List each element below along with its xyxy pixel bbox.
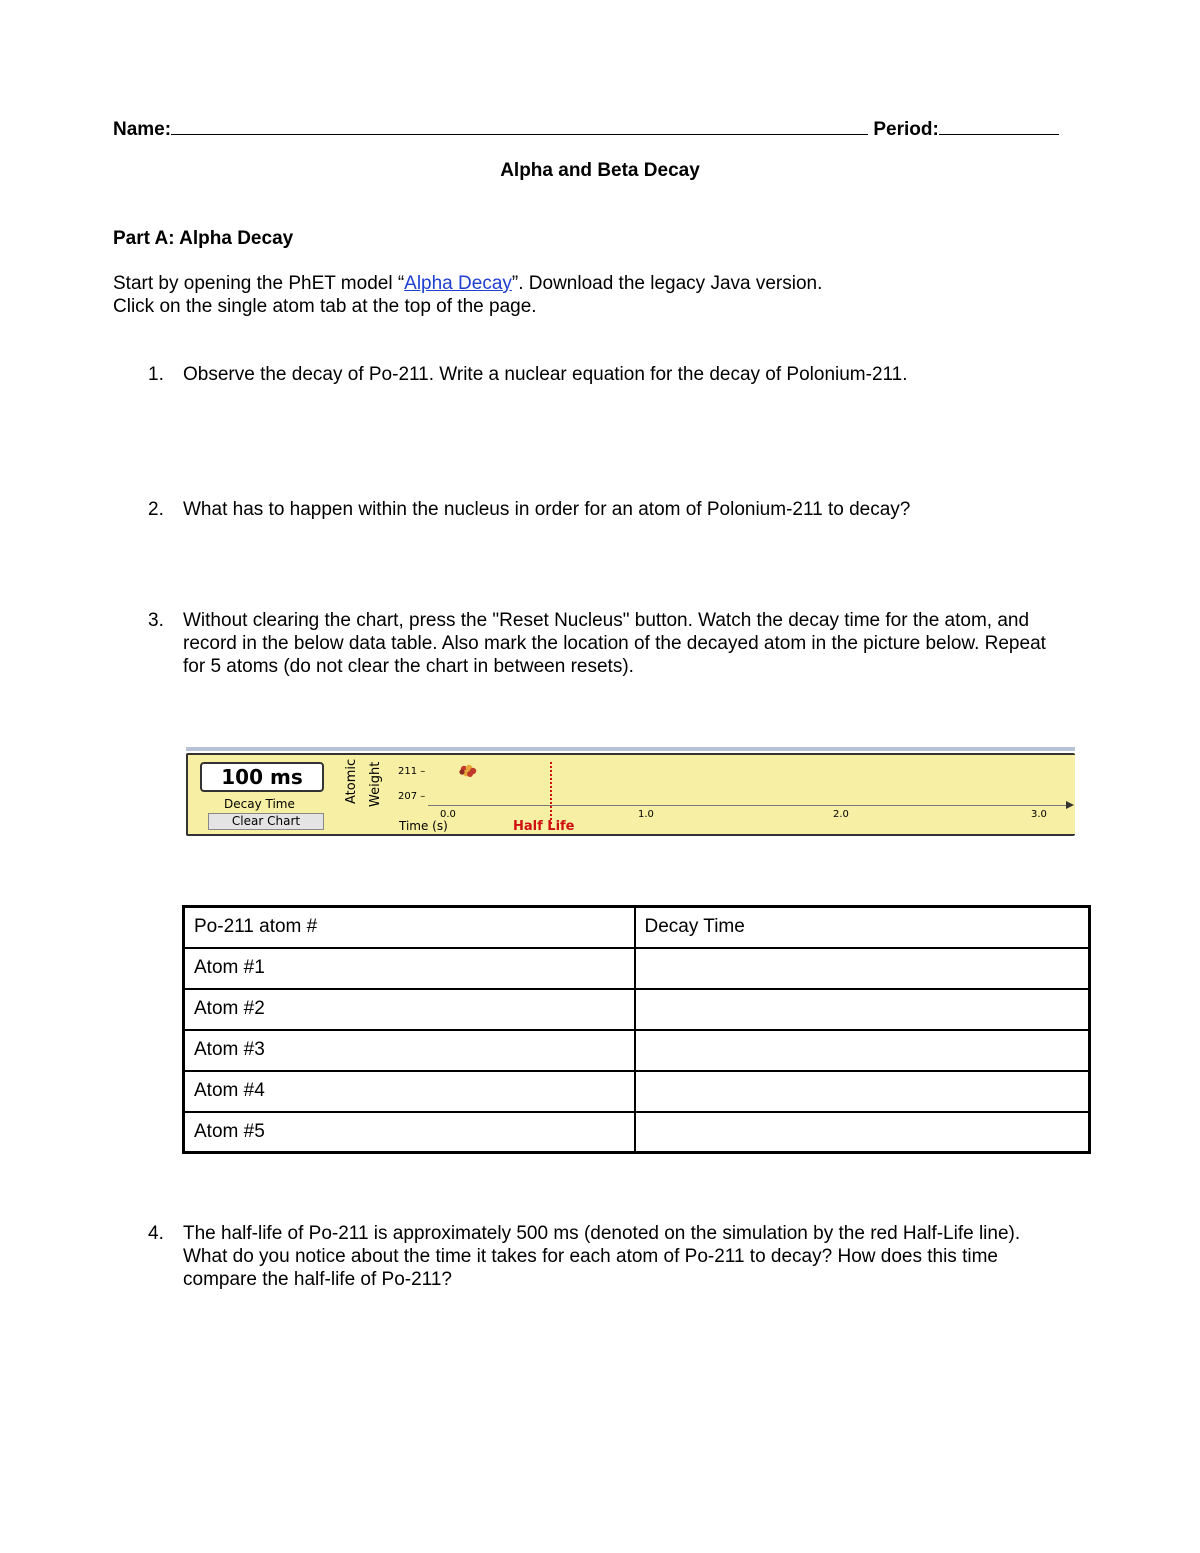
question-1-text: Observe the decay of Po-211. Write a nuclear equation for the decay of Polonium-211. <box>183 364 908 385</box>
x-tick-1: 1.0 <box>638 809 654 820</box>
half-life-line <box>550 762 552 824</box>
name-field[interactable] <box>171 114 868 135</box>
question-2-number: 2. <box>148 499 164 520</box>
page-title: Alpha and Beta Decay <box>500 160 700 181</box>
half-life-label: Half Life <box>513 819 575 834</box>
y-axis-label-atomic: Atomic <box>344 758 359 804</box>
x-tick-3: 3.0 <box>1031 809 1047 820</box>
period-field[interactable] <box>939 114 1059 135</box>
intro-line-1 <box>113 272 822 295</box>
sim-top-border <box>186 747 1075 751</box>
name-label: Name: <box>113 119 172 140</box>
table-row <box>184 989 1090 1030</box>
question-3-line-3: for 5 atoms (do not clear the chart in between resets). <box>183 656 634 677</box>
table-row <box>184 1030 1090 1071</box>
table-cell-decay-time[interactable] <box>635 1071 1090 1112</box>
y-tick-211: 211 – <box>398 766 426 777</box>
table-cell-decay-time[interactable] <box>635 989 1090 1030</box>
decay-time-display: 100 ms <box>200 762 324 792</box>
table-cell-decay-time[interactable] <box>635 1030 1090 1071</box>
table-header-decay-time: Decay Time <box>635 907 1090 948</box>
alpha-decay-link[interactable]: Alpha Decay <box>404 273 512 294</box>
x-tick-2: 2.0 <box>833 809 849 820</box>
table-header-atom: Po-211 atom # <box>184 907 635 948</box>
question-2-text: What has to happen within the nucleus in order for an atom of Polonium-211 to decay? <box>183 499 911 520</box>
table-cell-atom: Atom #4 <box>184 1071 635 1112</box>
table-row <box>184 948 1090 989</box>
decay-time-label: Decay Time <box>224 797 295 811</box>
question-3-line-2: record in the below data table. Also mark the location of the decayed atom in the picture below. Repeat <box>183 633 1046 654</box>
table-header-row <box>184 907 1090 948</box>
time-axis-line <box>428 805 1066 806</box>
table-cell-atom: Atom #3 <box>184 1030 635 1071</box>
question-4-line-2: What do you notice about the time it takes for each atom of Po-211 to decay? How does this time <box>183 1246 998 1267</box>
intro-text-post: ”. Download the legacy Java version. <box>511 273 823 294</box>
part-a-heading: Part A: Alpha Decay <box>113 228 294 249</box>
intro-text-pre: Start by opening the PhET model “ <box>113 273 405 294</box>
y-axis-label-weight: Weight <box>368 761 383 807</box>
x-axis-label: Time (s) <box>399 819 448 833</box>
decay-simulation-screenshot <box>186 747 1075 839</box>
name-line <box>113 114 1059 141</box>
question-3-number: 3. <box>148 610 164 631</box>
question-4-number: 4. <box>148 1223 164 1244</box>
question-1-number: 1. <box>148 364 164 385</box>
y-tick-207: 207 – <box>398 791 426 802</box>
question-4-line-3: compare the half-life of Po-211? <box>183 1269 452 1290</box>
clear-chart-button[interactable]: Clear Chart <box>208 813 324 830</box>
question-4-line-1: The half-life of Po-211 is approximately 500 ms (denoted on the simulation by the red Half-Life line). <box>183 1223 1021 1244</box>
table-cell-atom: Atom #2 <box>184 989 635 1030</box>
decay-time-table <box>182 905 1091 1154</box>
table-cell-decay-time[interactable] <box>635 1112 1090 1153</box>
table-cell-decay-time[interactable] <box>635 948 1090 989</box>
x-tick-0: 0.0 <box>440 809 456 820</box>
nucleus-icon <box>458 763 480 779</box>
time-axis-arrow <box>1066 801 1074 809</box>
sim-chart-panel <box>186 753 1075 836</box>
table-row <box>184 1112 1090 1153</box>
table-cell-atom: Atom #1 <box>184 948 635 989</box>
table-row <box>184 1071 1090 1112</box>
question-3-line-1: Without clearing the chart, press the "Reset Nucleus" button. Watch the decay time for the atom, and <box>183 610 1030 631</box>
table-cell-atom: Atom #5 <box>184 1112 635 1153</box>
period-label: Period: <box>873 119 939 140</box>
intro-line-2: Click on the single atom tab at the top of the page. <box>113 296 537 317</box>
